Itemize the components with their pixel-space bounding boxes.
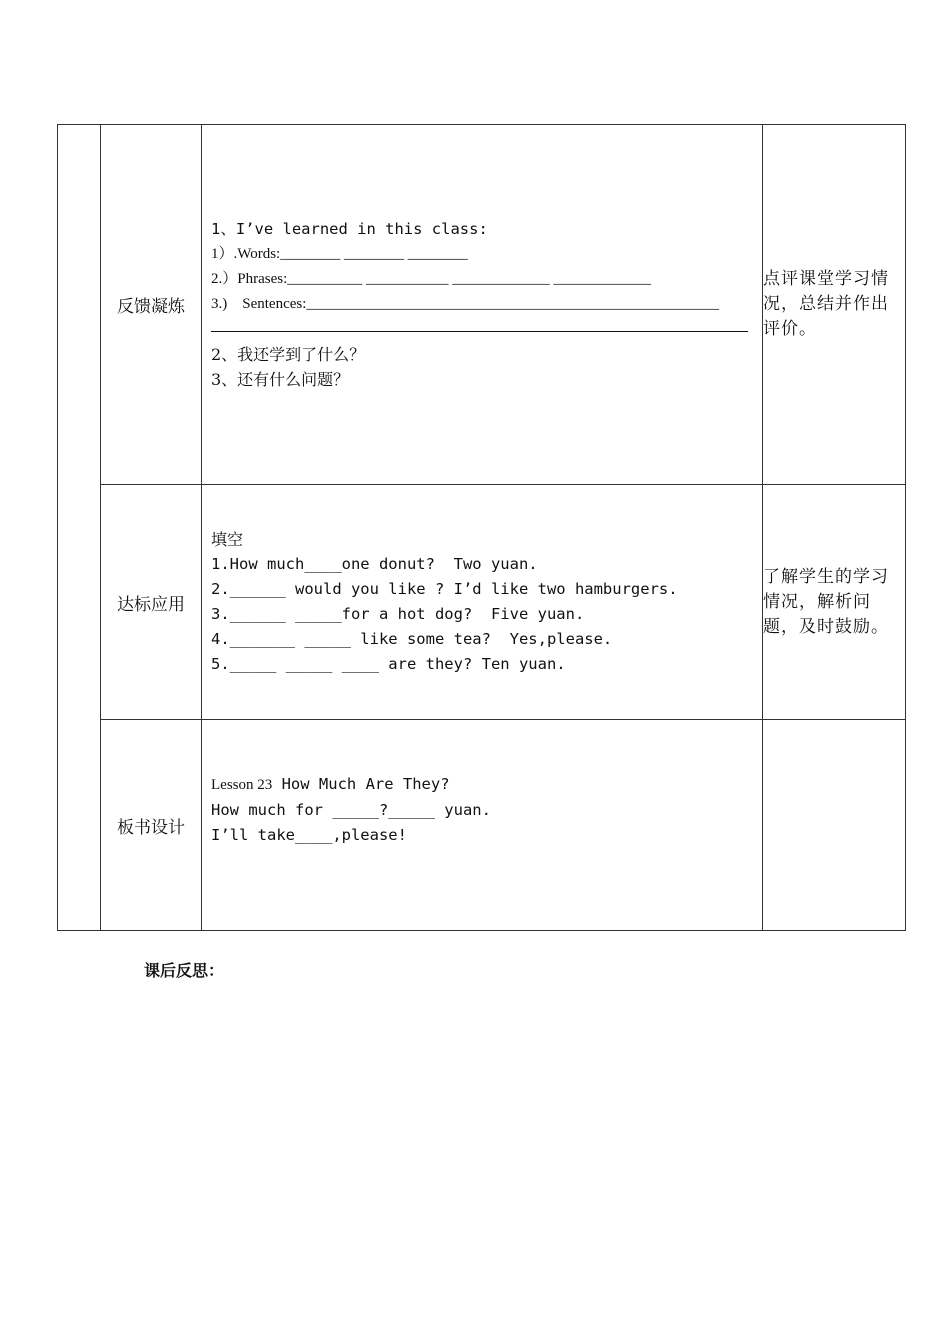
exercise-title: 填空 [211,530,244,549]
lesson-title: How Much Are They? [272,774,450,793]
exercise-item: 3.______ _____for a hot dog? Five yuan. [211,605,585,623]
merged-left-column [58,125,101,931]
teacher-note-cell: 了解学生的学习情况，解析问题，及时鼓励。 [763,485,906,720]
sentences-blank-line: 3.) Sentences:_______________________________________________________ [211,296,719,312]
table-row [58,125,906,485]
lesson-label: Lesson 23 [211,776,273,793]
board-line: How much for _____?_____ yuan. [211,800,491,819]
teacher-note-cell [763,720,906,931]
summary-question-2: 2、我还学到了什么？ [211,345,366,364]
content-cell [202,125,763,485]
content-cell [202,720,763,931]
stage-cell: 达标应用 [101,485,202,720]
teacher-note-cell: 点评课堂学习情况，总结并作出评价。 [763,125,906,485]
table-row [58,485,906,720]
summary-question-1: 1、I’ve learned in this class: [211,220,488,238]
exercise-item: 5._____ _____ ____ are they? Ten yuan. [211,655,566,673]
summary-question-3: 3、还有什么问题？ [211,370,350,389]
phrases-blank-line: 2.）Phrases:__________ ___________ _____________ _____________ [211,271,651,287]
stage-cell: 反馈凝炼 [101,125,202,485]
after-class-reflection-label: 课后反思： [144,961,225,980]
content-cell [202,485,763,720]
exercise-item: 2.______ would you like ? I’d like two hamburgers. [211,580,678,598]
stage-cell: 板书设计 [101,720,202,931]
exercise-item: 4._______ _____ like some tea? Yes,please. [211,630,613,648]
table-row [58,720,906,931]
board-line: I’ll take____,please! [211,825,407,844]
words-blank-line: 1）.Words:________ ________ ________ [211,246,468,262]
lesson-plan-table [57,124,906,931]
exercise-item: 1.How much____one donut? Two yuan. [211,555,538,573]
blank-rule-line [211,317,748,332]
